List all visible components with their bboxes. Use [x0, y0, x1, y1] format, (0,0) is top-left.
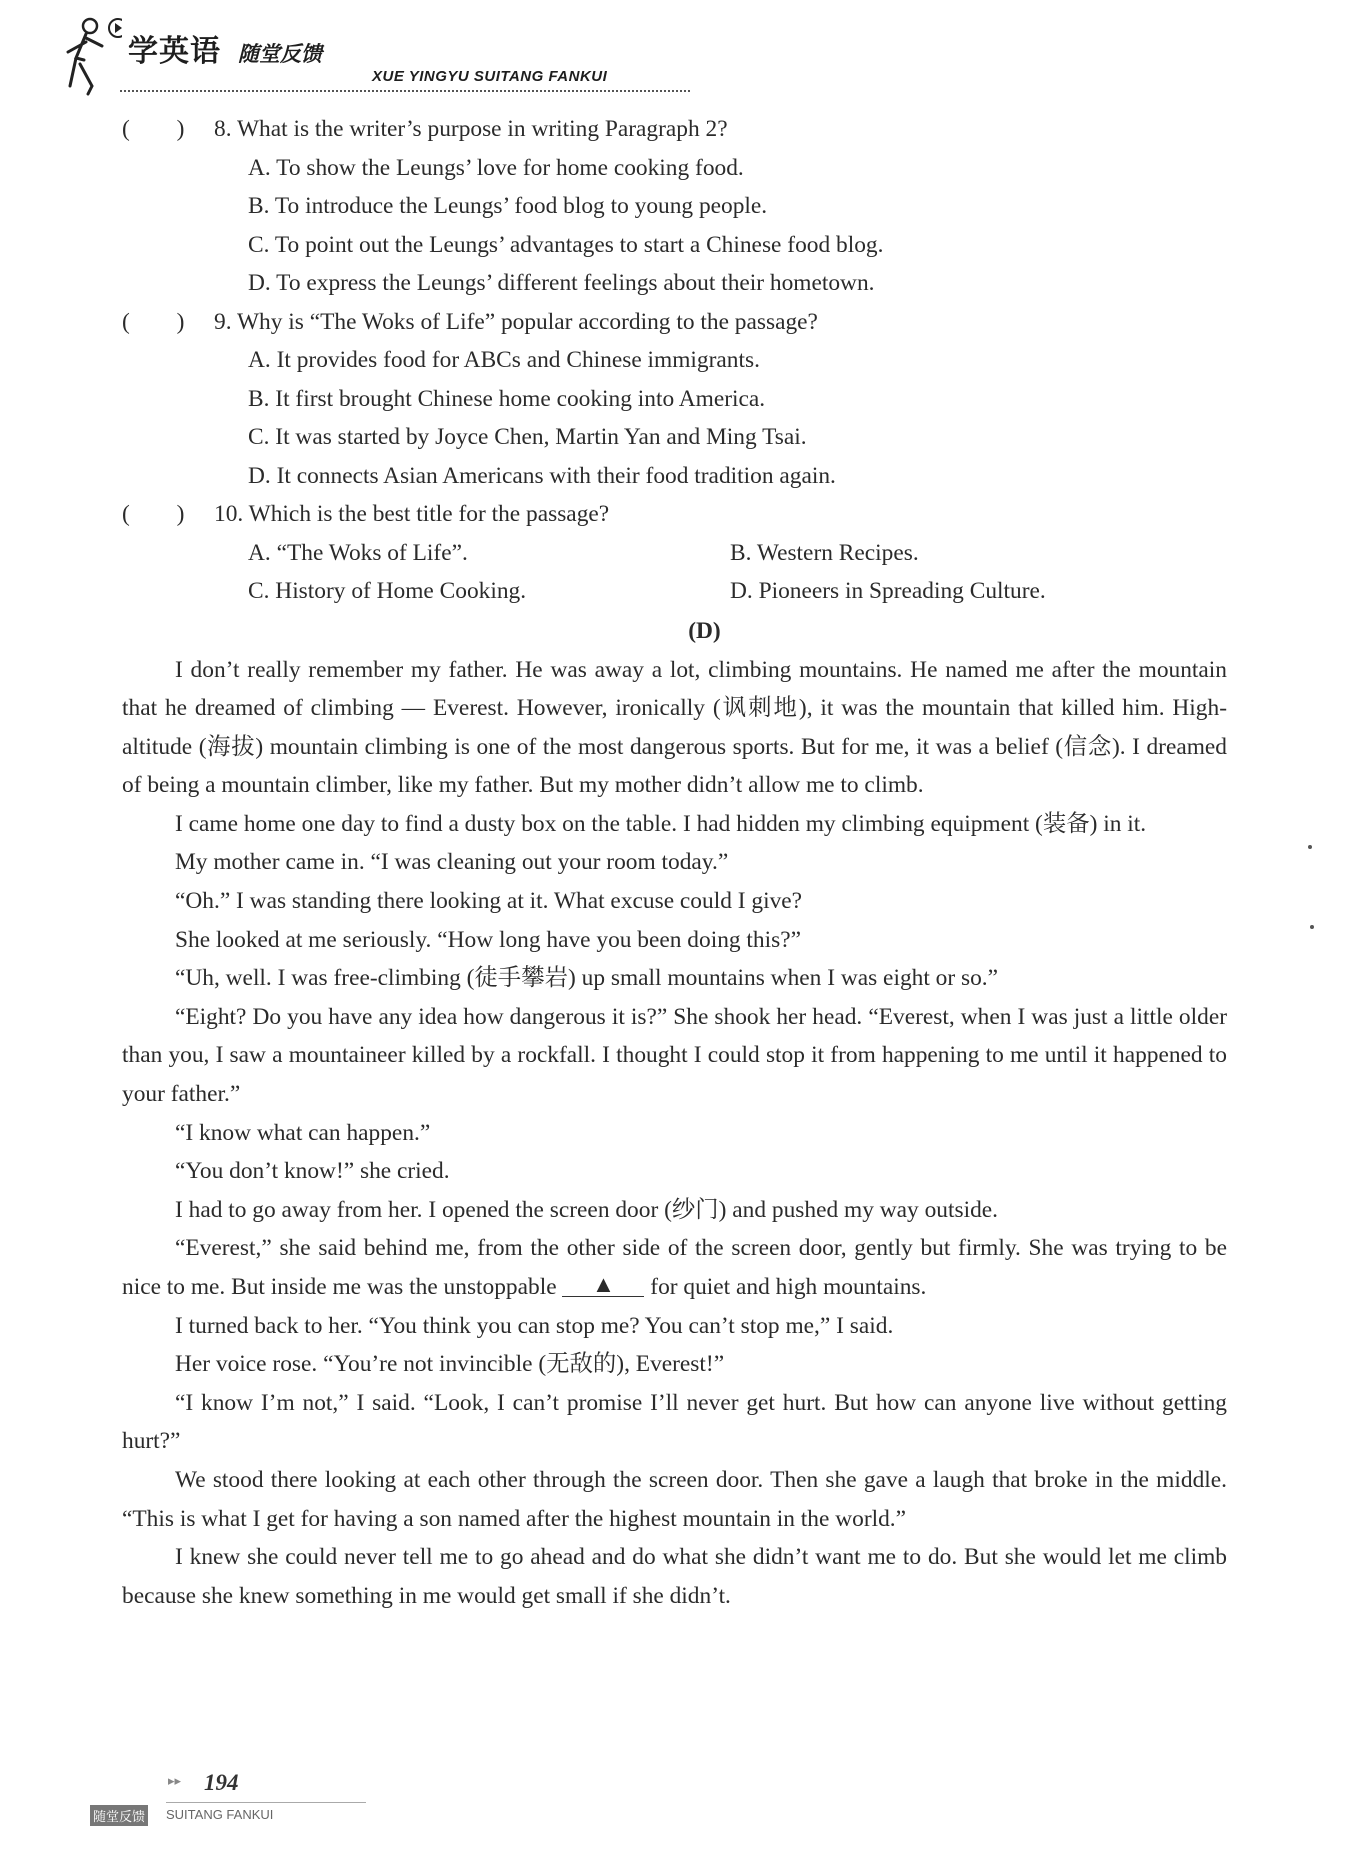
header-subtitle-cn: 随堂反馈 — [238, 42, 322, 66]
passage-paragraph: “I know what can happen.” — [175, 1119, 431, 1146]
answer-paren: ( ) — [122, 501, 185, 527]
blank-after-text: for quiet and high mountains. — [644, 1274, 927, 1300]
header-title-en: XUE YINGYU SUITANG FANKUI — [372, 68, 608, 85]
fill-in-blank: ▲ — [562, 1274, 644, 1297]
passage-paragraph: “Eight? Do you have any idea how dangerous it is?” She shook her head. “Everest, when I was just a little older than you, I saw a mountaineer killed by a rockfall. I thought I could stop it from happening to me until it happened to your father.” — [122, 1003, 1227, 1108]
option-a: A. “The Woks of Life”. — [248, 539, 468, 566]
footer-label-en: SUITANG FANKUI — [166, 1807, 274, 1822]
option-c: C. History of Home Cooking. — [248, 578, 527, 604]
option-a: A. It provides food for ABCs and Chinese immigrants. — [248, 347, 760, 373]
option-d: D. It connects Asian Americans with their food tradition again. — [248, 462, 836, 489]
passage — [122, 651, 1227, 1616]
passage-paragraph: “You don’t know!” she cried. — [175, 1158, 450, 1185]
footer-label-cn: 随堂反馈 — [90, 1805, 148, 1826]
option-d: D. To express the Leungs’ different feelings about their hometown. — [248, 270, 875, 296]
section-title: (D) — [688, 617, 721, 644]
page-number: 194 — [204, 1770, 239, 1795]
passage-paragraph: “I know I’m not,” I said. “Look, I can’t promise I’ll never get hurt. But how can anyone live without getting hurt?” — [122, 1389, 1227, 1455]
footer-divider — [166, 1802, 366, 1803]
passage-paragraph: I knew she could never tell me to go ahead and do what she didn’t want me to do. But she would let me climb because she knew something in me would get small if she didn’t. — [122, 1544, 1227, 1609]
page-header — [62, 10, 682, 100]
option-b: B. It first brought Chinese home cooking into America. — [248, 385, 766, 412]
passage-paragraph-with-blank — [122, 1229, 1227, 1306]
passage-paragraph: Her voice rose. “You’re not invincible (无敌的), Everest!” — [175, 1351, 725, 1378]
option-a: A. To show the Leungs’ love for home cooking food. — [248, 154, 744, 181]
header-divider — [120, 90, 690, 92]
header-title-cn: 学英语 — [128, 34, 221, 69]
passage-paragraph: We stood there looking at each other through the screen door. Then she gave a laugh that broke in the middle. “This is what I get for having a son named after the highest mountain in the world.” — [122, 1466, 1227, 1532]
passage-paragraph: I don’t really remember my father. He was away a lot, climbing mountains. He named me after the mountain that he dreamed of climbing — Everest. However, ironically (讽刺地), it was the mountain that killed him. High-altitude (海拔) mountain climbing is one of the most dangerous sports. But for me, it was a belief (信念). I dreamed of being a mountain climber, like my father. But my mother didn’t allow me to climb. — [122, 656, 1227, 799]
option-c: C. It was started by Joyce Chen, Martin Yan and Ming Tsai. — [248, 424, 807, 450]
page-footer — [78, 1770, 378, 1840]
passage-paragraph: I came home one day to find a dusty box on the table. I had hidden my climbing equipment (装备) in it. — [175, 810, 1147, 837]
option-d: D. Pioneers in Spreading Culture. — [730, 578, 1046, 604]
question-text: 9. Why is “The Woks of Life” popular according to the passage? — [214, 308, 818, 335]
question-8 — [122, 110, 1227, 303]
option-c: C. To point out the Leungs’ advantages to start a Chinese food blog. — [248, 231, 884, 258]
scan-speck — [1308, 845, 1312, 849]
answer-paren: ( ) — [122, 308, 185, 335]
passage-paragraph: She looked at me seriously. “How long have you been doing this?” — [175, 926, 801, 953]
passage-paragraph: I had to go away from her. I opened the screen door (纱门) and pushed my way outside. — [175, 1196, 998, 1223]
passage-paragraph: My mother came in. “I was cleaning out your room today.” — [175, 849, 729, 876]
passage-paragraph: “Uh, well. I was free-climbing (徒手攀岩) up small mountains when I was eight or so.” — [175, 965, 999, 992]
answer-paren: ( ) — [122, 116, 185, 142]
question-text: 10. Which is the best title for the passage? — [214, 501, 610, 527]
passage-paragraph: I turned back to her. “You think you can stop me? You can’t stop me,” I said. — [175, 1312, 894, 1339]
blank-before-text: “Everest,” she said behind me, from the other side of the screen door, gently but firmly. She was trying to be nice to me. But inside me was the unstoppable — [122, 1235, 1227, 1300]
question-text: 8. What is the writer’s purpose in writing Paragraph 2? — [214, 116, 728, 142]
question-9 — [122, 303, 1227, 496]
option-b: B. To introduce the Leungs’ food blog to young people. — [248, 193, 768, 219]
question-10 — [122, 495, 1227, 611]
page-content — [122, 110, 1227, 1615]
option-b: B. Western Recipes. — [730, 539, 919, 566]
passage-paragraph: “Oh.” I was standing there looking at it. What excuse could I give? — [175, 888, 803, 915]
runner-logo-icon — [62, 16, 122, 96]
scan-speck — [1310, 925, 1314, 929]
arrow-icon: ▸▸ — [168, 1774, 182, 1789]
